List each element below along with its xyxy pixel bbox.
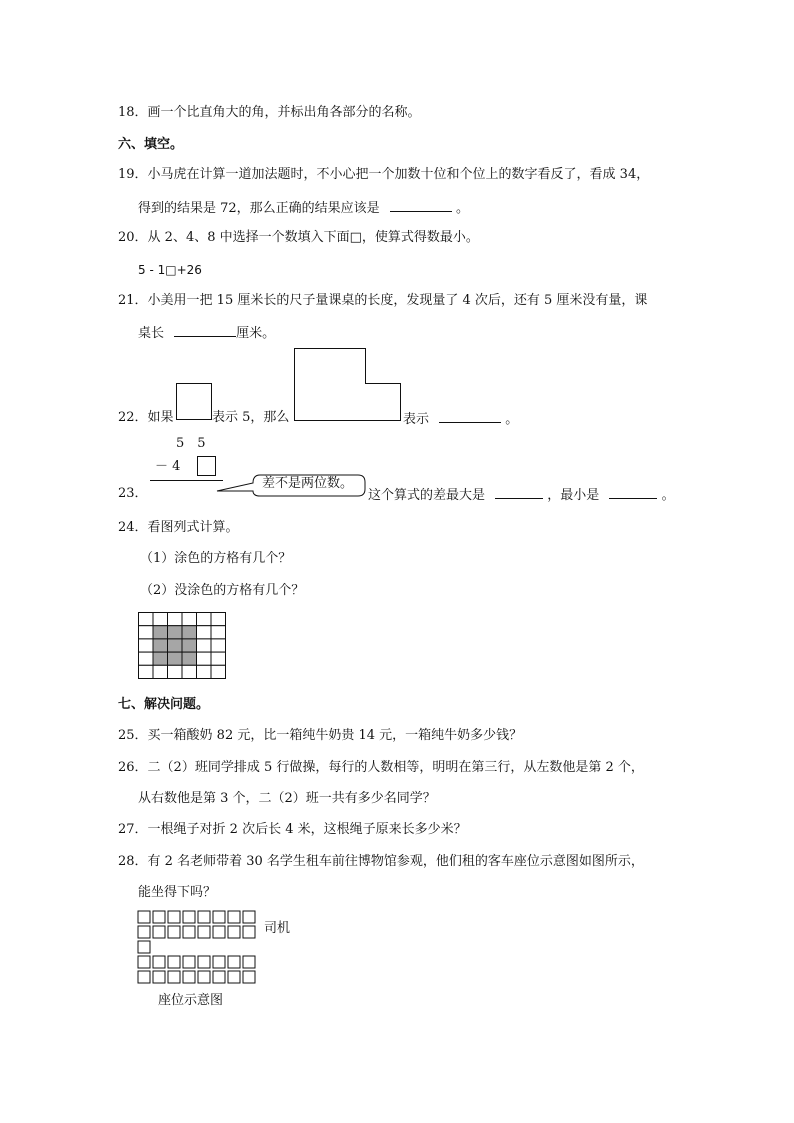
- question-27: 27．一根绳子对折 2 次后长 4 米，这根绳子原来长多少米？: [118, 822, 467, 837]
- seat: [183, 971, 195, 983]
- small-square-shape: [176, 383, 212, 420]
- seat: [198, 911, 210, 923]
- grid-cell: [153, 665, 168, 678]
- question-19-text: 得到的结果是 72，那么正确的结果应该是: [138, 201, 380, 216]
- question-23-label: 23．: [118, 486, 148, 501]
- question-20: 20．从 2、4、8 中选择一个数填入下面□，使算式得数最小。: [118, 230, 479, 245]
- grid-cell: [153, 613, 168, 626]
- question-28-line2: 能坐得下吗？: [138, 885, 217, 900]
- seat: [228, 971, 240, 983]
- grid-cell-shaded: [168, 639, 183, 652]
- grid-cell: [182, 613, 197, 626]
- question-25: 25．买一箱酸奶 82 元，比一箱纯牛奶贵 14 元，一箱纯牛奶多少钱？: [118, 728, 523, 743]
- seat: [243, 956, 255, 968]
- question-19-line1: 19．小马虎在计算一道加法题时，不小心把一个加数十位和个位上的数字看反了，看成 34，: [118, 167, 650, 182]
- question-21-line1: 21．小美用一把 15 厘米长的尺子量课桌的长度，发现量了 4 次后，还有 5 厘米没有量，课: [118, 293, 648, 308]
- grid-cell: [197, 652, 212, 665]
- seat: [153, 926, 165, 938]
- question-23-min: ，最小是: [547, 488, 600, 503]
- square-grid: [138, 612, 228, 680]
- grid-cell-shaded: [153, 639, 168, 652]
- grid-cell: [139, 626, 154, 639]
- question-21-text: 桌长: [138, 326, 165, 341]
- seat: [213, 926, 225, 938]
- grid-cell-shaded: [182, 652, 197, 665]
- grid-cell: [197, 626, 212, 639]
- seat: [213, 971, 225, 983]
- grid-cell-shaded: [168, 626, 183, 639]
- question-28-line1: 28．有 2 名老师带着 30 名学生租车前往博物馆参观，他们租的客车座位示意图如图所示，: [118, 854, 644, 869]
- question-22-text: 表示: [403, 412, 430, 427]
- grid-cell-shaded: [182, 639, 197, 652]
- question-24: 24．看图列式计算。: [118, 520, 239, 535]
- question-24-part2: （2）没涂色的方格有几个？: [140, 583, 305, 598]
- question-20-expression: 5 - 1□+26: [138, 263, 202, 277]
- question-18: 18．画一个比直角大的角，并标出角各部分的名称。: [118, 105, 421, 120]
- grid-cell: [182, 665, 197, 678]
- question-19-end: 。: [455, 201, 469, 216]
- seat: [168, 926, 180, 938]
- grid-cell-shaded: [153, 652, 168, 665]
- grid-cell: [168, 665, 183, 678]
- seat: [228, 956, 240, 968]
- seat: [198, 971, 210, 983]
- seat: [138, 956, 150, 968]
- grid-cell: [211, 665, 226, 678]
- seat: [198, 956, 210, 968]
- seat-diagram-caption: 座位示意图: [158, 993, 224, 1008]
- speech-bubble-text: 差不是两位数。: [262, 476, 354, 491]
- question-26-line1: 26．二（2）班同学排成 5 行做操，每行的人数相等，明明在第三行，从左数他是第 2 个，: [118, 760, 644, 775]
- grid-cell: [197, 613, 212, 626]
- grid-cell: [211, 639, 226, 652]
- seat: [168, 971, 180, 983]
- answer-blank-21[interactable]: [174, 324, 236, 337]
- driver-label: 司机: [264, 921, 291, 936]
- seat: [153, 911, 165, 923]
- question-23-end: 。: [661, 488, 675, 503]
- grid-cell-shaded: [168, 652, 183, 665]
- section-6-heading: 六、填空。: [118, 137, 184, 152]
- grid-cell: [168, 613, 183, 626]
- seat-diagram: [137, 910, 261, 988]
- grid-cell-shaded: [182, 626, 197, 639]
- grid-cell: [139, 652, 154, 665]
- seat: [243, 926, 255, 938]
- q23-top-number: 5 5: [176, 436, 206, 451]
- question-23-max: 这个算式的差最大是: [368, 488, 486, 503]
- seat: [198, 926, 210, 938]
- seat: [228, 911, 240, 923]
- question-26-line2: 从右数他是第 3 个，二（2）班一共有多少名同学？: [138, 791, 436, 806]
- grid-cell-shaded: [153, 626, 168, 639]
- seat: [138, 971, 150, 983]
- seat: [138, 926, 150, 938]
- seat: [138, 911, 150, 923]
- grid-cell: [197, 665, 212, 678]
- seat: [153, 971, 165, 983]
- q23-minus: － 4: [155, 459, 181, 474]
- seat: [243, 971, 255, 983]
- seat: [213, 911, 225, 923]
- answer-blank-23-min[interactable]: [609, 486, 657, 499]
- question-21-line2: [138, 324, 275, 342]
- q23-subtraction-line: [150, 480, 223, 481]
- seat: [183, 956, 195, 968]
- grid-cell: [139, 639, 154, 652]
- grid-cell: [197, 639, 212, 652]
- seat: [168, 956, 180, 968]
- grid-cell: [139, 665, 154, 678]
- question-22-end: 。: [505, 412, 519, 427]
- question-22-suffix: [403, 410, 518, 428]
- composite-shape: [294, 348, 402, 422]
- seat: [183, 926, 195, 938]
- q23-digit-box[interactable]: [197, 456, 216, 476]
- grid-cell: [211, 626, 226, 639]
- grid-cell: [211, 613, 226, 626]
- seat: [213, 956, 225, 968]
- question-21-unit: 厘米。: [236, 326, 276, 341]
- question-22-prefix: 22．如果: [118, 410, 174, 425]
- seat: [228, 926, 240, 938]
- question-24-part1: （1）涂色的方格有几个？: [140, 551, 292, 566]
- grid-cell: [211, 652, 226, 665]
- seat: [153, 956, 165, 968]
- question-23-text: [368, 486, 675, 504]
- seat: [138, 941, 150, 953]
- section-7-heading: 七、解决问题。: [118, 697, 210, 712]
- question-19-line2: [138, 199, 469, 217]
- seat: [168, 911, 180, 923]
- question-22-middle: 表示 5，那么: [212, 410, 290, 425]
- answer-blank-23-max[interactable]: [495, 486, 543, 499]
- answer-blank-19[interactable]: [390, 199, 452, 212]
- seat: [243, 911, 255, 923]
- seat: [183, 911, 195, 923]
- grid-cell: [139, 613, 154, 626]
- answer-blank-22[interactable]: [439, 410, 501, 423]
